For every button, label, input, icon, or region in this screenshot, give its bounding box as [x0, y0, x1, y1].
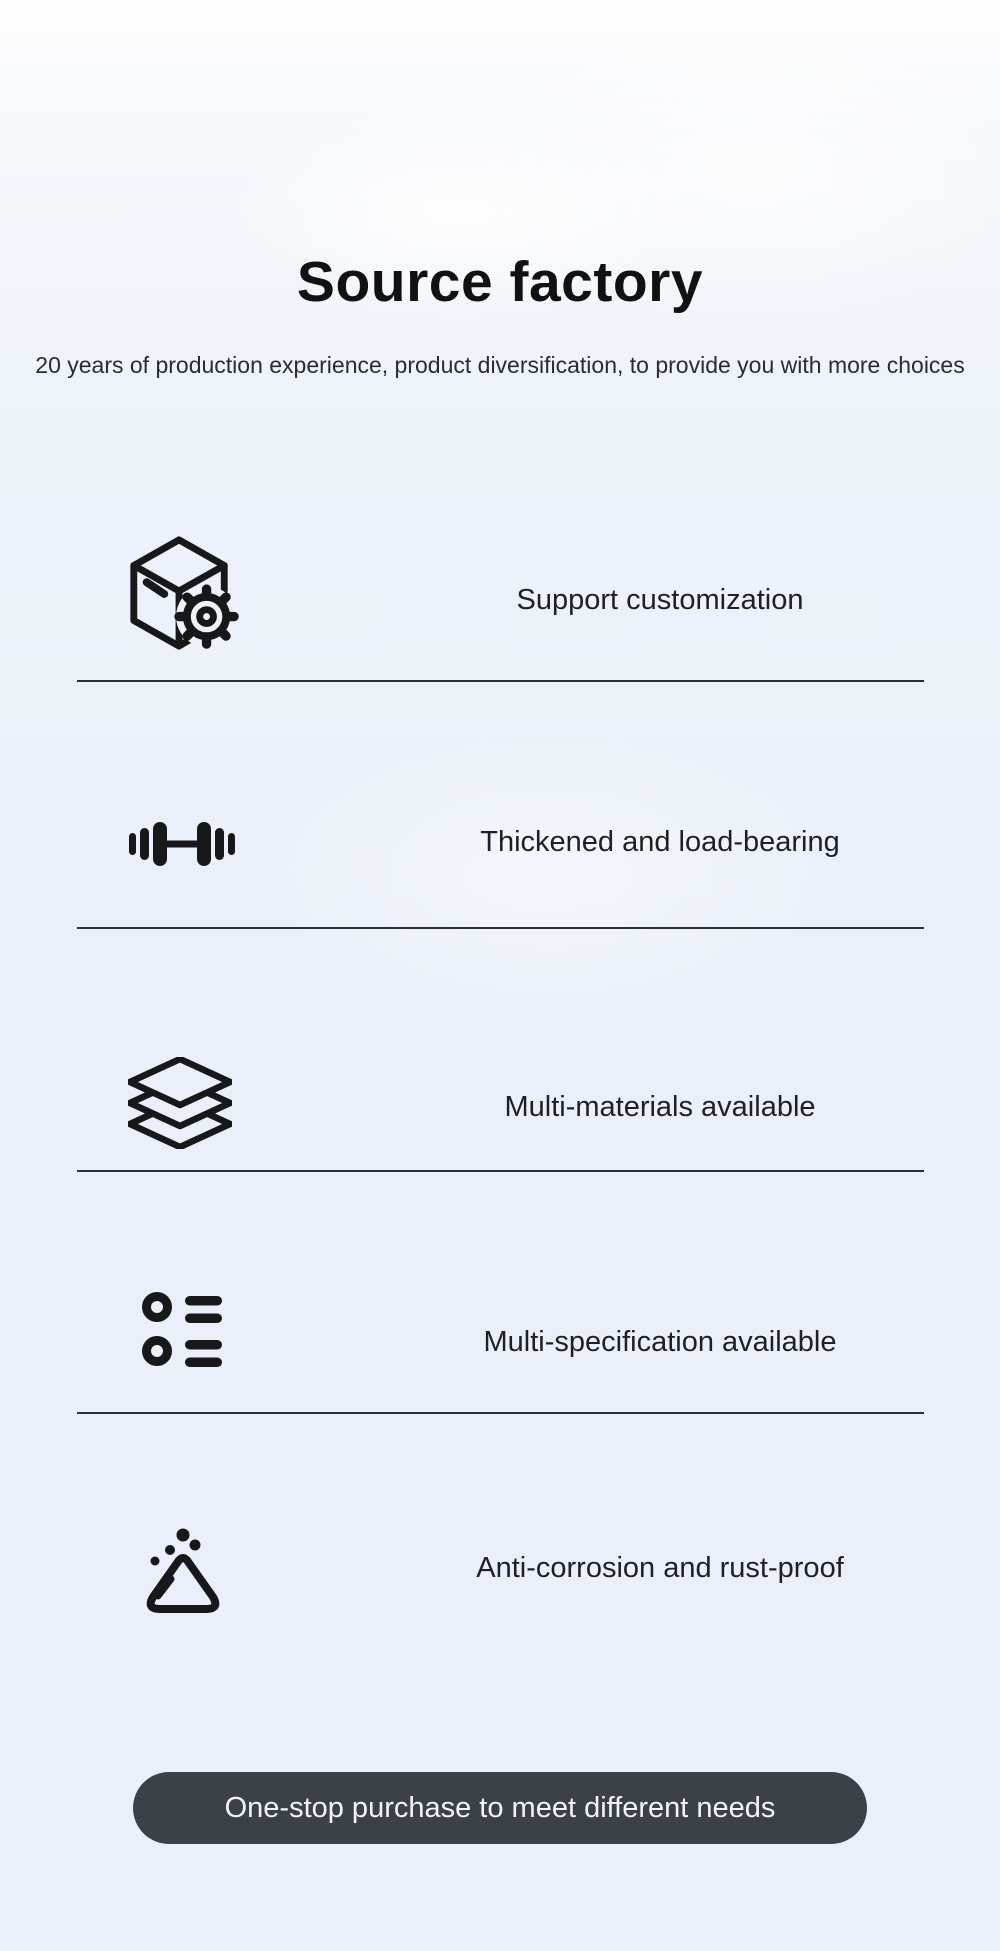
divider [77, 680, 924, 682]
feature-label: Anti-corrosion and rust-proof [476, 1552, 844, 1584]
dumbbell-icon [127, 822, 237, 866]
page-title: Source factory [296, 250, 704, 314]
feature-label: Multi-specification available [483, 1326, 837, 1358]
feature-label: Thickened and load-bearing [480, 826, 840, 858]
divider [77, 1170, 924, 1172]
feature-label: Support customization [516, 584, 804, 616]
layers-icon [128, 1057, 232, 1149]
divider [77, 1412, 924, 1414]
box-gear-icon [122, 534, 240, 650]
one-stop-purchase-button[interactable]: One-stop purchase to meet different needs [133, 1772, 867, 1844]
divider [77, 927, 924, 929]
sand-pile-icon [138, 1525, 228, 1613]
page-subtitle: 20 years of production experience, product diversification, to provide you with more choices [35, 352, 965, 378]
feature-label: Multi-materials available [504, 1091, 816, 1123]
spec-list-icon [142, 1292, 222, 1368]
